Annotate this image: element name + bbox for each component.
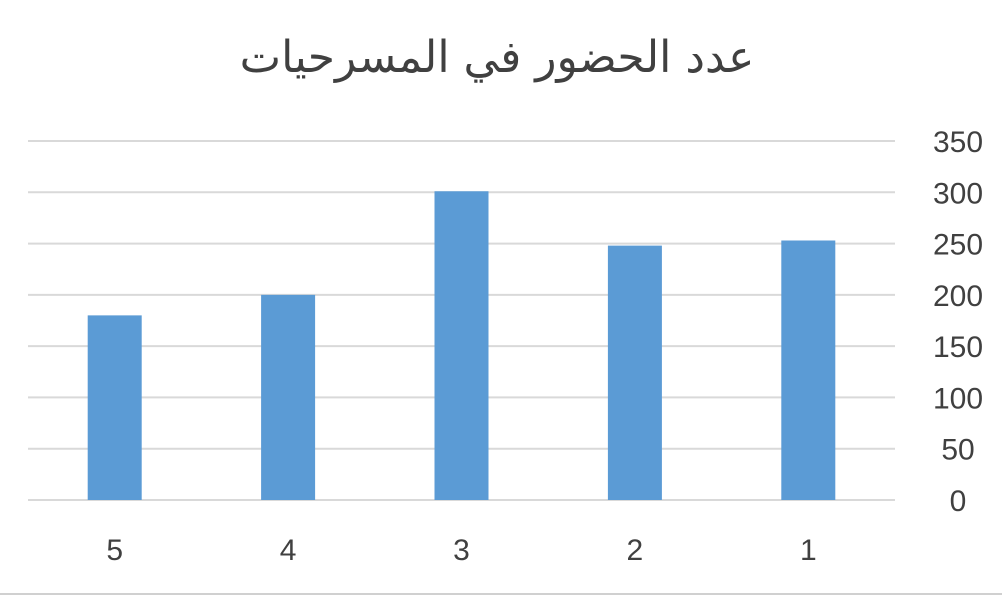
y-axis-ticks [933, 126, 983, 518]
y-tick-label: 350 [932, 126, 984, 159]
y-tick-label: 50 [941, 433, 975, 467]
y-tick-label: 100 [932, 382, 984, 416]
bar-5 [88, 315, 142, 500]
x-tick-label: 1 [799, 534, 817, 567]
x-tick-label: 2 [626, 534, 644, 567]
bar-3 [435, 191, 489, 500]
bar-2 [608, 246, 662, 500]
y-tick-label: 300 [932, 177, 984, 211]
y-tick-label: 250 [932, 228, 984, 262]
y-tick-label: 200 [932, 279, 984, 313]
y-tick-label: 150 [932, 331, 984, 365]
x-axis-ticks [106, 534, 816, 567]
chart-title: عدد الحضور في المسرحيات [239, 32, 755, 83]
bar-1 [781, 240, 835, 500]
x-tick-label: 5 [106, 534, 124, 567]
bar-4 [261, 295, 315, 500]
x-tick-label: 4 [279, 534, 297, 567]
x-tick-label: 3 [453, 534, 470, 567]
y-tick-label: 0 [949, 485, 967, 518]
